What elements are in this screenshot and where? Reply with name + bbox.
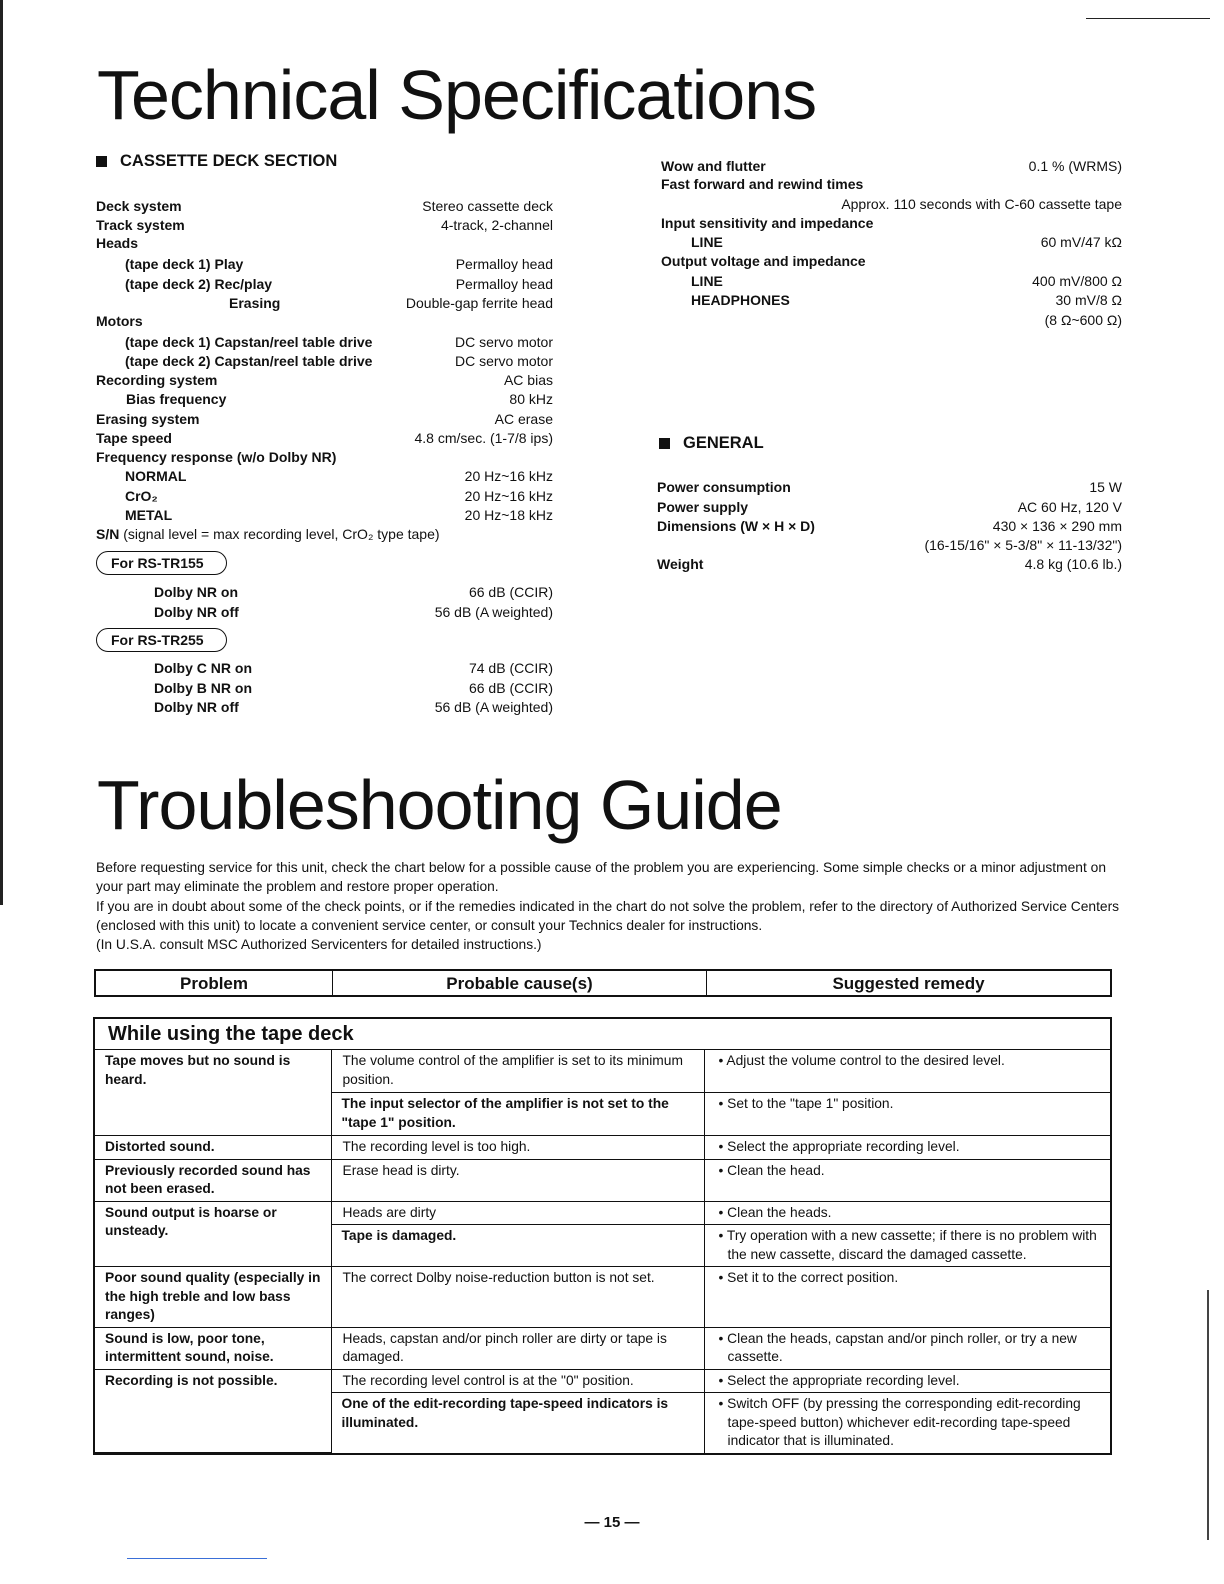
remedy-cell: • Select the appropriate recording level.: [704, 1369, 1110, 1393]
troubleshooting-guide-title: Troubleshooting Guide: [97, 766, 782, 844]
remedy-cell: • Set to the "tape 1" position.: [704, 1093, 1110, 1136]
problems-table: [95, 1050, 1110, 1453]
spec-row: CrO₂ 20 Hz~16 kHz: [125, 488, 553, 504]
intro-paragraph: (In U.S.A. consult MSC Authorized Servicenters for detailed instructions.): [96, 937, 542, 953]
problem-cell: Tape moves but no sound is heard.: [95, 1050, 331, 1136]
table-row: [95, 1050, 1110, 1093]
spec-row: METAL 20 Hz~18 kHz: [125, 507, 553, 523]
problem-cell: Poor sound quality (especially in the high treble and low bass ranges): [95, 1267, 331, 1328]
spec-row: Frequency response (w/o Dolby NR): [96, 449, 337, 465]
problem-cell: Sound output is hoarse or unsteady.: [95, 1201, 331, 1267]
right-specs: [656, 156, 1122, 586]
intro-paragraph: If you are in doubt about some of the check points, or if the remedies indicated in the chart do not solve the problem, refer to the directory of Authorized Service Centers (enclosed with this unit) to locate a convenient service center, or consult your Technics dealer for instructions.: [96, 898, 1120, 933]
spec-row: Bias frequency 80 kHz: [126, 391, 553, 407]
square-bullet-icon: [659, 438, 670, 449]
troubleshooting-intro: [96, 858, 1126, 954]
page-number: — 15 —: [584, 1514, 640, 1531]
spec-row: Dolby NR off 56 dB (A weighted): [154, 699, 553, 715]
spec-row: HEADPHONES 30 mV/8 Ω: [691, 292, 1122, 308]
header-remedy: Suggested remedy: [706, 971, 1110, 995]
remedy-cell: • Switch OFF (by pressing the corresponding edit-recording tape-speed button) whichever edit-recording tape-speed indicator that is illuminated.: [704, 1393, 1110, 1453]
spec-row: (tape deck 1) Play Permalloy head: [125, 256, 553, 272]
spec-row: LINE 60 mV/47 kΩ: [691, 234, 1122, 250]
header-problem: Problem: [179, 974, 249, 993]
spec-row: Input sensitivity and impedance: [661, 215, 874, 231]
spec-row: NORMAL 20 Hz~16 kHz: [125, 468, 553, 484]
spec-row: Wow and flutter 0.1 % (WRMS): [661, 158, 1122, 174]
cassette-specs: [96, 196, 553, 726]
cassette-section-heading: [96, 152, 337, 171]
model-badge-rs-tr255: For RS-TR255: [96, 628, 227, 652]
cause-cell: Heads, capstan and/or pinch roller are dirty or tape is damaged.: [331, 1327, 704, 1369]
table-row: [95, 1267, 1110, 1328]
spec-row: Power consumption 15 W: [657, 479, 1122, 495]
problem-cell: Recording is not possible.: [95, 1369, 331, 1453]
category-title: While using the tape deck: [95, 1019, 1110, 1050]
troubleshooting-table: [93, 1017, 1112, 1455]
cause-cell: The recording level is too high.: [331, 1136, 704, 1160]
sn-row: S/N (signal level = max recording level, CrO₂ type tape): [96, 526, 440, 542]
spec-row: Dimensions (W × H × D) 430 × 136 × 290 mm: [657, 518, 1122, 534]
cause-cell: The recording level control is at the "0" position.: [331, 1369, 704, 1393]
spec-row: Deck system Stereo cassette deck: [96, 198, 553, 214]
spec-row: Dolby NR off 56 dB (A weighted): [154, 604, 553, 620]
cause-cell: The volume control of the amplifier is set to its minimum position.: [331, 1050, 704, 1093]
spec-row: (tape deck 1) Capstan/reel table drive DC servo motor: [125, 334, 553, 350]
remedy-cell: • Set it to the correct position.: [704, 1267, 1110, 1328]
problem-cell: Distorted sound.: [95, 1136, 331, 1160]
remedy-cell: • Select the appropriate recording level.: [704, 1136, 1110, 1160]
cause-cell: One of the edit-recording tape-speed indicators is illuminated.: [331, 1393, 704, 1453]
spec-row: Dolby NR on 66 dB (CCIR): [154, 584, 553, 600]
spec-row: Weight 4.8 kg (10.6 lb.): [657, 556, 1122, 572]
header-cause: Probable cause(s): [332, 971, 706, 995]
problem-cell: Previously recorded sound has not been erased.: [95, 1159, 331, 1201]
top-rule: [1086, 18, 1210, 19]
spec-row: Fast forward and rewind times: [661, 176, 864, 192]
table-header: [94, 969, 1112, 997]
cause-cell: Erase head is dirty.: [331, 1159, 704, 1201]
spec-row: Tape speed 4.8 cm/sec. (1-7/8 ips): [96, 430, 553, 446]
spec-row: (16-15/16" × 5-3/8" × 11-13/32"): [924, 537, 1122, 553]
model-badge-rs-tr155: For RS-TR155: [96, 551, 227, 575]
spec-row: (tape deck 2) Capstan/reel table drive DC servo motor: [125, 353, 553, 369]
spec-row: Dolby B NR on 66 dB (CCIR): [154, 680, 553, 696]
cause-cell: Heads are dirty: [331, 1201, 704, 1225]
spec-row: Dolby C NR on 74 dB (CCIR): [154, 660, 553, 676]
table-row: [95, 1136, 1110, 1160]
remedy-cell: • Clean the head.: [704, 1159, 1110, 1201]
cause-cell: Tape is damaged.: [331, 1225, 704, 1267]
scan-edge-left: [0, 0, 3, 905]
table-row: [95, 1159, 1110, 1201]
problem-cell: Sound is low, poor tone, intermittent sound, noise.: [95, 1327, 331, 1369]
spec-row: Erasing Double-gap ferrite head: [229, 295, 553, 311]
square-bullet-icon: [96, 156, 107, 167]
spec-row: Erasing system AC erase: [96, 411, 553, 427]
remedy-cell: • Adjust the volume control to the desired level.: [704, 1050, 1110, 1093]
spec-row: Track system 4-track, 2-channel: [96, 217, 553, 233]
scan-edge-right: [1207, 1290, 1209, 1540]
spec-row: Power supply AC 60 Hz, 120 V: [657, 499, 1122, 515]
spec-row: LINE 400 mV/800 Ω: [691, 273, 1122, 289]
cause-cell: The input selector of the amplifier is not set to the "tape 1" position.: [331, 1093, 704, 1136]
spec-row: Output voltage and impedance: [661, 253, 866, 269]
table-row: [95, 1327, 1110, 1369]
table-row: [95, 1201, 1110, 1225]
general-section-heading: [659, 434, 764, 453]
cause-cell: The correct Dolby noise-reduction button is not set.: [331, 1267, 704, 1328]
remedy-cell: • Clean the heads.: [704, 1201, 1110, 1225]
technical-specifications-title: Technical Specifications: [97, 56, 817, 134]
spec-row: (tape deck 2) Rec/play Permalloy head: [125, 276, 553, 292]
remedy-cell: • Clean the heads, capstan and/or pinch roller, or try a new cassette.: [704, 1327, 1110, 1369]
spec-row: (8 Ω~600 Ω): [1044, 312, 1122, 328]
bottom-link-line: [127, 1558, 267, 1559]
intro-paragraph: Before requesting service for this unit, check the chart below for a possible cause of the problem you are experiencing. Some simple checks or a minor adjustment on your part may eliminate the problem and restore proper operation.: [96, 860, 1106, 895]
spec-row: Motors: [96, 313, 143, 329]
table-row: [95, 1369, 1110, 1393]
general-heading-text: GENERAL: [683, 434, 764, 452]
spec-row: Approx. 110 seconds with C-60 cassette tape: [841, 196, 1122, 212]
spec-row: Heads: [96, 235, 139, 251]
spec-row: Recording system AC bias: [96, 372, 553, 388]
remedy-cell: • Try operation with a new cassette; if there is no problem with the new cassette, discard the damaged cassette.: [704, 1225, 1110, 1267]
cassette-heading-text: CASSETTE DECK SECTION: [120, 152, 338, 170]
